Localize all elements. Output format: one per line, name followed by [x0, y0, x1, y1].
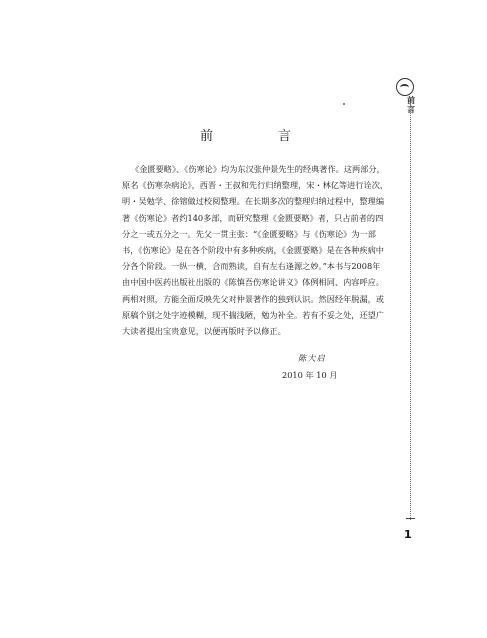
body-line: 分各个阶段。一纵一横，合而熟读，自有左右逢源之妙。”本书与2008年 [122, 261, 381, 272]
scan-speck [343, 103, 345, 105]
body-line: 原名《伤寒杂病论》，西晋・王叔和先行归纳整理，宋・林亿等进行诠次， [122, 180, 389, 191]
body-line: 《金匮要略》、《伤寒论》均为东汉张仲景先生的经典著作。这两部分， [131, 164, 385, 174]
folio-tick [406, 518, 415, 519]
body-line: 著《伤寒论》者约140多部，而研究整理《金匮要略》者，只占前者的四 [122, 212, 384, 223]
page-title: 前 言 [200, 129, 318, 144]
author-signature: 陈大启 [298, 353, 326, 363]
body-line: 由中国中医药出版社出版的《陈慎吾伤寒论讲义》体例相同、内容呼应。 [122, 277, 385, 288]
body-line: 两相对照，方能全面反映先父对仲景著作的独到认识。然因经年脱漏，或 [122, 293, 385, 304]
circle-seal-icon [396, 78, 414, 96]
preface-body [122, 161, 392, 339]
signature-date: 2010 年 10 月 [282, 370, 338, 380]
body-line: 原稿个别之处字迹模糊，现不揣浅陋，勉为补全。若有不妥之处，还望广 [122, 309, 385, 320]
body-line: 分之一或五分之一。先父一贯主张：“《金匮要略》与《伤寒论》为一部 [122, 228, 376, 239]
page-number: 1 [404, 528, 412, 541]
margin-section-label: 前言 [407, 96, 415, 114]
body-line: 大读者提出宝贵意见，以便再版时予以修正。 [122, 325, 286, 336]
body-line: 明・吴勉学、徐镕做过校阅整理。在长期多次的整理归纳过程中，整理编 [122, 196, 385, 207]
margin-dotted-rule [410, 104, 411, 520]
body-line: 书，《伤寒论》是在各个阶段中有多种疾病，《金匮要略》是在各种疾病中 [122, 244, 384, 255]
